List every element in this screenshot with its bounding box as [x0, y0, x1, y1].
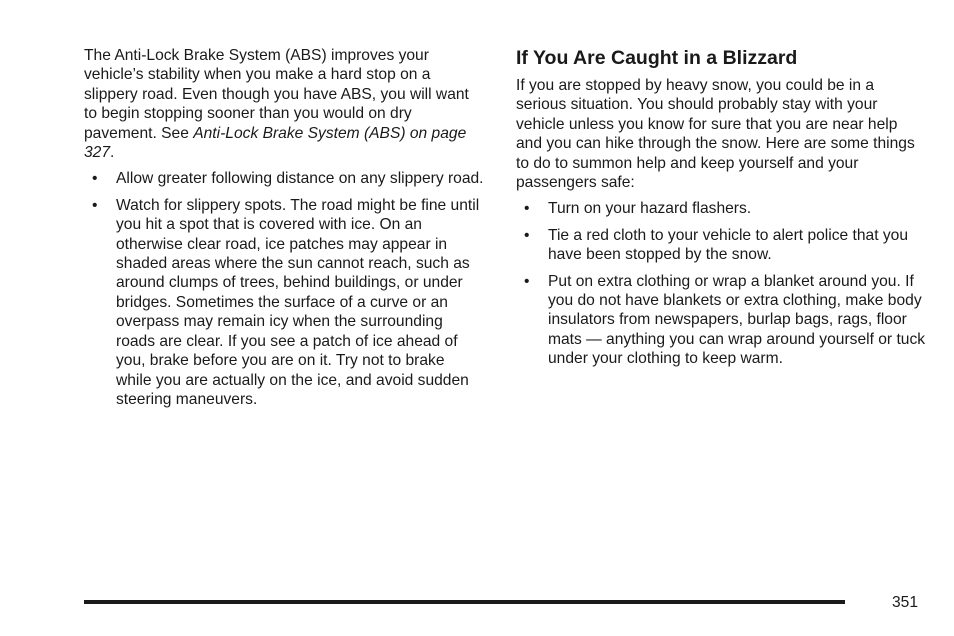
blizzard-intro-paragraph: If you are stopped by heavy snow, you could be in a serious situation. You should probably stay with your vehicle unless you know for sure that you are near help and you can hike through the snow. Here are some things to do to summon help and keep yourself and your passengers safe: — [516, 77, 915, 192]
abs-intro-text: The Anti-Lock Brake System (ABS) improves your vehicle’s stability when you make a hard stop on a slippery road. Even though you have ABS, you will want to begin stopping sooner than you would on dry pavement. See — [84, 47, 469, 142]
blizzard-tips-list — [516, 199, 926, 368]
list-item — [516, 272, 926, 369]
page-number: 351 — [891, 594, 918, 611]
abs-page-reference: Anti-Lock Brake System (ABS) on page 327 — [84, 124, 467, 162]
right-column — [516, 46, 926, 369]
list-item — [516, 226, 926, 265]
section-heading: If You Are Caught in a Blizzard — [516, 47, 798, 69]
bullet-dot: • — [524, 272, 530, 290]
list-item-text: Tie a red cloth to your vehicle to alert police that you have been stopped by the snow. — [548, 226, 909, 264]
list-item-text: Put on extra clothing or wrap a blanket around you. If you do not have blankets or extra clothing, make body insulators from newspapers, burlap bags, rags, floor mats — anything you can wrap around yourself or tuck under your clothing to keep warm. — [548, 272, 926, 368]
list-item-text: Watch for slippery spots. The road might be fine until you hit a spot that is covered with ice. On an otherwise clear road, ice patches may appear in shaded areas where the sun cannot reach, such as around clumps of trees, behind buildings, or under bridges. Sometimes the surface of a curve or an overpass may remain icy when the surrounding roads are clear. If you see a patch of ice ahead of you, brake before you are on it. Try not to brake while you are actually on the ice, and avoid sudden steering maneuvers. — [116, 196, 480, 408]
bullet-dot: • — [92, 170, 98, 188]
abs-intro-paragraph — [84, 46, 484, 162]
bullet-dot: • — [524, 200, 530, 218]
bullet-dot: • — [92, 196, 98, 214]
list-item — [84, 169, 484, 188]
abs-intro-end: . — [110, 144, 115, 162]
bullet-dot: • — [524, 226, 530, 244]
footer-divider — [84, 600, 845, 604]
list-item — [516, 199, 926, 218]
list-item — [84, 196, 484, 409]
list-item-text: Turn on your hazard flashers. — [548, 200, 752, 218]
slippery-road-tips-list — [84, 169, 484, 409]
list-item-text: Allow greater following distance on any slippery road. — [116, 170, 484, 188]
left-column — [84, 46, 484, 409]
